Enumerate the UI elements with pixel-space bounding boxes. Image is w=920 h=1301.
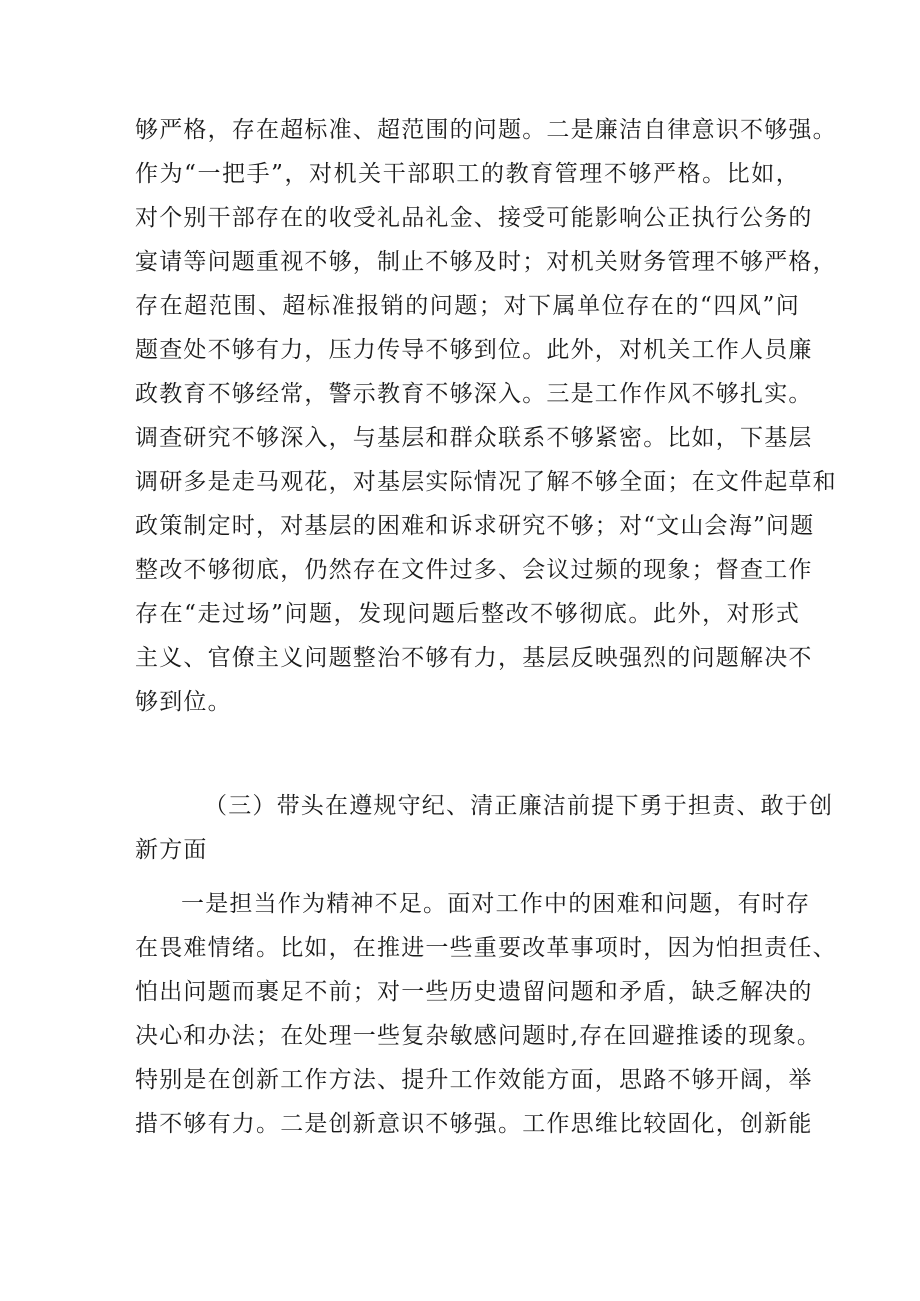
body-paragraph-next — [135, 882, 837, 1146]
section-heading — [135, 784, 834, 872]
text-line: 主义、官僚主义问题整治不够有力，基层反映强烈的问题解决不 — [135, 645, 813, 671]
section-heading-line: （三）带头在遵规守纪、清正廉洁前提下勇于担责、敢于创 — [204, 793, 834, 819]
text-line: 决心和办法；在处理一些复杂敏感问题时,存在回避推诿的现象。 — [135, 1023, 822, 1049]
text-line: 整改不够彻底，仍然存在文件过多、会议过频的现象；督查工作 — [135, 557, 813, 583]
text-line: 作为“一把手”，对机关干部职工的教育管理不够严格。比如， — [135, 161, 800, 187]
text-line: 一是担当作为精神不足。面对工作中的困难和问题，有时存 — [181, 891, 811, 917]
text-line: 特别是在创新工作方法、提升工作效能方面，思路不够开阔，举 — [135, 1067, 813, 1093]
body-paragraph-continued — [135, 108, 837, 724]
text-line: 存在超范围、超标准报销的问题；对下属单位存在的“四风”问 — [135, 293, 800, 319]
text-line: 够到位。 — [135, 689, 232, 715]
text-line: 调查研究不够深入，与基层和群众联系不够紧密。比如，下基层 — [135, 425, 813, 451]
section-heading-line: 新方面 — [135, 837, 208, 863]
text-line: 够严格，存在超标准、超范围的问题。二是廉洁自律意识不够强。 — [135, 117, 837, 143]
text-line: 题查处不够有力，压力传导不够到位。此外，对机关工作人员廉 — [135, 337, 813, 363]
text-line: 政教育不够经常，警示教育不够深入。三是工作作风不够扎实。 — [135, 381, 813, 407]
text-line: 存在“走过场”问题，发现问题后整改不够彻底。此外，对形式 — [135, 601, 800, 627]
text-line: 怕出问题而裹足不前；对一些历史遗留问题和矛盾，缺乏解决的 — [135, 979, 813, 1005]
text-line: 政策制定时，对基层的困难和诉求研究不够；对“文山会海”问题 — [135, 513, 815, 539]
text-line: 宴请等问题重视不够，制止不够及时；对机关财务管理不够严格， — [135, 249, 837, 275]
text-line: 在畏难情绪。比如，在推进一些重要改革事项时，因为怕担责任、 — [135, 935, 837, 961]
text-line: 对个别干部存在的收受礼品礼金、接受可能影响公正执行公务的 — [135, 205, 813, 231]
text-line: 调研多是走马观花，对基层实际情况了解不够全面；在文件起草和 — [135, 469, 837, 495]
text-line: 措不够有力。二是创新意识不够强。工作思维比较固化，创新能 — [135, 1111, 813, 1137]
